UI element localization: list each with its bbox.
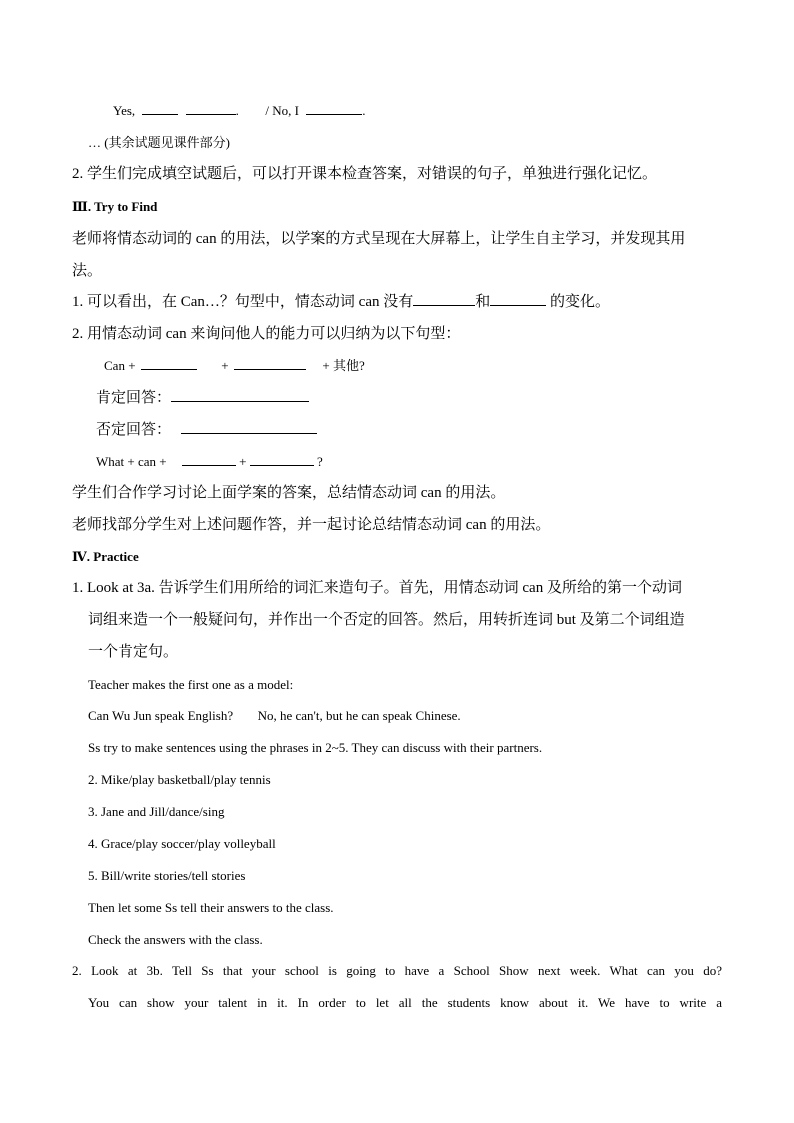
blank bbox=[250, 453, 314, 466]
note-line: … (其余试题见课件部分) bbox=[88, 135, 230, 150]
blank bbox=[142, 102, 178, 115]
pattern-line: Can + + + 其他? bbox=[104, 358, 365, 373]
blank bbox=[171, 389, 309, 402]
paragraph-line: 老师找部分学生对上述问题作答，并一起讨论总结情态动词 can 的用法。 bbox=[72, 517, 551, 533]
paragraph-line: Check the answers with the class. bbox=[88, 932, 263, 947]
example-line: Can Wu Jun speak English? No, he can't, but he can speak Chinese. bbox=[88, 708, 461, 723]
paragraph-line: 法。 bbox=[72, 263, 103, 279]
paragraph-line: 2. 学生们完成填空试题后，可以打开课本检查答案，对错误的句子，单独进行强化记忆。 bbox=[72, 166, 658, 182]
paragraph-line: You can show your talent in it. In order to let all the students know about it. We have to write a bbox=[88, 995, 722, 1010]
pattern-line: What + can + + ? bbox=[96, 454, 323, 469]
paragraph-line: 2. 用情态动词 can 来询问他人的能力可以归纳为以下句型： bbox=[72, 326, 461, 342]
negative-answer-line: 否定回答： bbox=[96, 420, 317, 440]
section-heading-practice: Ⅳ. Practice bbox=[72, 549, 139, 564]
paragraph-line: 1. Look at 3a. 告诉学生们用所给的词汇来造句子。首先，用情态动词 can 及所给的第一个动词 bbox=[72, 580, 682, 596]
paragraph-line: 一个肯定句。 bbox=[88, 644, 179, 660]
answer-template-line: Yes, . / No, I . bbox=[113, 103, 366, 118]
paragraph-line: Teacher makes the first one as a model: bbox=[88, 677, 294, 692]
blank bbox=[141, 357, 197, 370]
paragraph-line: 老师将情态动词的 can 的用法，以学案的方式呈现在大屏幕上，让学生自主学习，并发现其用 bbox=[72, 231, 686, 247]
paragraph-line: Then let some Ss tell their answers to the class. bbox=[88, 900, 334, 915]
paragraph-line: 词组来造一个一般疑问句，并作出一个否定的回答。然后，用转折连词 but 及第二个词组造 bbox=[88, 612, 685, 628]
blank bbox=[182, 453, 236, 466]
list-item: 4. Grace/play soccer/play volleyball bbox=[88, 836, 276, 851]
blank bbox=[186, 102, 236, 115]
fill-blank-line: 1. 可以看出，在 Can…？句型中，情态动词 can 没有 和 的变化。 bbox=[72, 294, 611, 310]
blank bbox=[234, 357, 306, 370]
blank bbox=[306, 102, 362, 115]
affirmative-answer-line: 肯定回答： bbox=[96, 388, 309, 408]
blank bbox=[181, 421, 317, 434]
no-text: / No, I bbox=[265, 103, 300, 118]
list-item: 3. Jane and Jill/dance/sing bbox=[88, 804, 225, 819]
paragraph-line: 2. Look at 3b. Tell Ss that your school is going to have a School Show next week. What can you do? bbox=[72, 963, 722, 978]
blank bbox=[413, 293, 475, 306]
paragraph-line: Ss try to make sentences using the phrases in 2~5. They can discuss with their partners. bbox=[88, 740, 543, 755]
blank bbox=[490, 293, 546, 306]
paragraph-line: 学生们合作学习讨论上面学案的答案，总结情态动词 can 的用法。 bbox=[72, 485, 506, 501]
list-item: 2. Mike/play basketball/play tennis bbox=[88, 772, 271, 787]
yes-text: Yes, bbox=[113, 103, 136, 118]
section-heading-try-to-find: Ⅲ. Try to Find bbox=[72, 199, 158, 214]
list-item: 5. Bill/write stories/tell stories bbox=[88, 868, 246, 883]
